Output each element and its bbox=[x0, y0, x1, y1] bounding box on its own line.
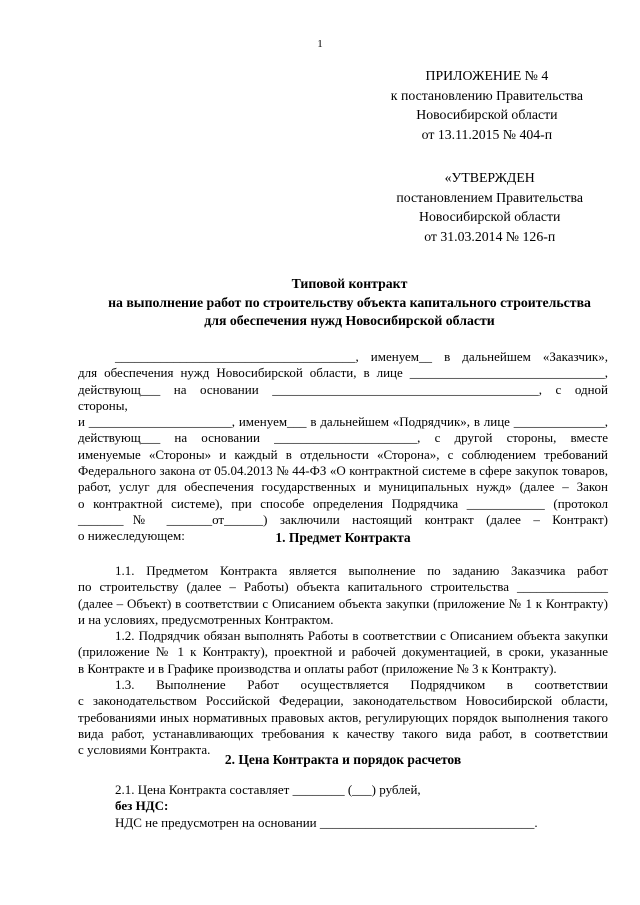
annex-line: Новосибирской области bbox=[416, 107, 558, 122]
clause-1-1-line: и на условиях, предусмотренных Контрактом. bbox=[78, 611, 334, 627]
preamble-line: именуемые «Стороны» и каждый в отдельности «Сторона», с соблюдением требований bbox=[78, 446, 608, 462]
approved-line: Новосибирской области bbox=[419, 209, 561, 224]
section-2-body bbox=[78, 782, 608, 831]
clause-1-1-line: по строительству (далее – Работы) объекта капитального строительства ______________ bbox=[78, 579, 608, 595]
preamble-line: для обеспечения нужд Новосибирской области, в лице ______________________________, bbox=[78, 365, 608, 381]
vat-line: НДС не предусмотрен на основании _________________________________. bbox=[115, 814, 538, 830]
annex-line: к постановлению Правительства bbox=[390, 87, 583, 103]
clause-1-2-line: в Контракте и в Графике производства и оплаты работ (приложение № 3 к Контракту). bbox=[78, 660, 557, 676]
clause-1-3-line: с условиями Контракта. bbox=[78, 742, 211, 758]
preamble-line: действующ___ на основании _________________________________________, с одной стороны, bbox=[78, 381, 608, 413]
annex-stamp bbox=[391, 66, 583, 144]
clause-1-2-line: (приложение № 1 к Контракту), проектной и рабочей документацией, в сроки, указанные bbox=[78, 644, 608, 660]
preamble-line: Федерального закона от 05.04.2013 № 44-ФЗ «О контрактной системе в сфере закупок товаров, bbox=[78, 463, 608, 479]
preamble-line: _____________________________________, именуем__ в дальнейшем «Заказчик», bbox=[115, 349, 608, 364]
clause-1-3-line: требованиями иных нормативных правовых актов, регулирующих порядок выполнения такого bbox=[78, 709, 608, 725]
preamble-line: действующ___ на основании ______________________, с другой стороны, вместе bbox=[78, 430, 608, 446]
clause-1-1-line: (далее – Объект) в соответствии с Описанием объекта закупки (приложение № 1 к Контракту) bbox=[78, 595, 608, 611]
clause-1-2-line: 1.2. Подрядчик обязан выполнять Работы в соответствии с Описанием объекта закупки bbox=[115, 628, 608, 644]
title-line: для обеспечения нужд Новосибирской области bbox=[204, 313, 495, 328]
preamble-line: работ, услуг для обеспечения государственных и муниципальных нужд» (далее – Закон bbox=[78, 479, 608, 495]
approved-stamp bbox=[396, 168, 583, 246]
clause-2-1-line: 2.1. Цена Контракта составляет ________ (___) рублей, bbox=[115, 782, 421, 797]
annex-line: от 13.11.2015 № 404-п bbox=[421, 126, 553, 142]
approved-line: «УТВЕРЖДЕН bbox=[444, 170, 535, 185]
title-line: на выполнение работ по строительству объекта капитального строительства bbox=[108, 294, 591, 310]
preamble-line: о нижеследующем: bbox=[78, 528, 185, 544]
approved-line: постановлением Правительства bbox=[396, 189, 583, 205]
section-1-body bbox=[78, 563, 608, 759]
clause-1-1-line: 1.1. Предметом Контракта является выполнение по заданию Заказчика работ bbox=[115, 563, 608, 578]
clause-1-3-line: с законодательством Российской Федерации, законодательством Новосибирской области, bbox=[78, 693, 608, 709]
vat-label: без НДС: bbox=[115, 798, 169, 814]
page-number: 1 bbox=[317, 38, 323, 50]
document-title bbox=[78, 275, 621, 331]
preamble-line: и ______________________, именуем___ в дальнейшем «Подрядчик», в лице ______________, bbox=[78, 414, 608, 430]
section-1-heading: 1. Предмет Контракта bbox=[275, 530, 411, 545]
preamble bbox=[78, 349, 608, 545]
preamble-line: о контрактной системе), при способе определения Подрядчика ____________ (протокол bbox=[78, 495, 608, 511]
clause-1-3-line: вида работ, устанавливающих требования к качеству такого вида работ, в соответствии bbox=[78, 725, 608, 741]
preamble-line: _______№ _______от______) заключили настоящий контракт (далее – Контракт) bbox=[78, 511, 608, 527]
section-2-heading: 2. Цена Контракта и порядок расчетов bbox=[224, 752, 462, 767]
title-line: Типовой контракт bbox=[291, 276, 408, 291]
annex-line: ПРИЛОЖЕНИЕ № 4 bbox=[425, 68, 549, 83]
clause-1-3-line: 1.3. Выполнение Работ осуществляется Подрядчиком в соответствии bbox=[115, 677, 608, 693]
approved-line: от 31.03.2014 № 126-п bbox=[424, 228, 556, 244]
